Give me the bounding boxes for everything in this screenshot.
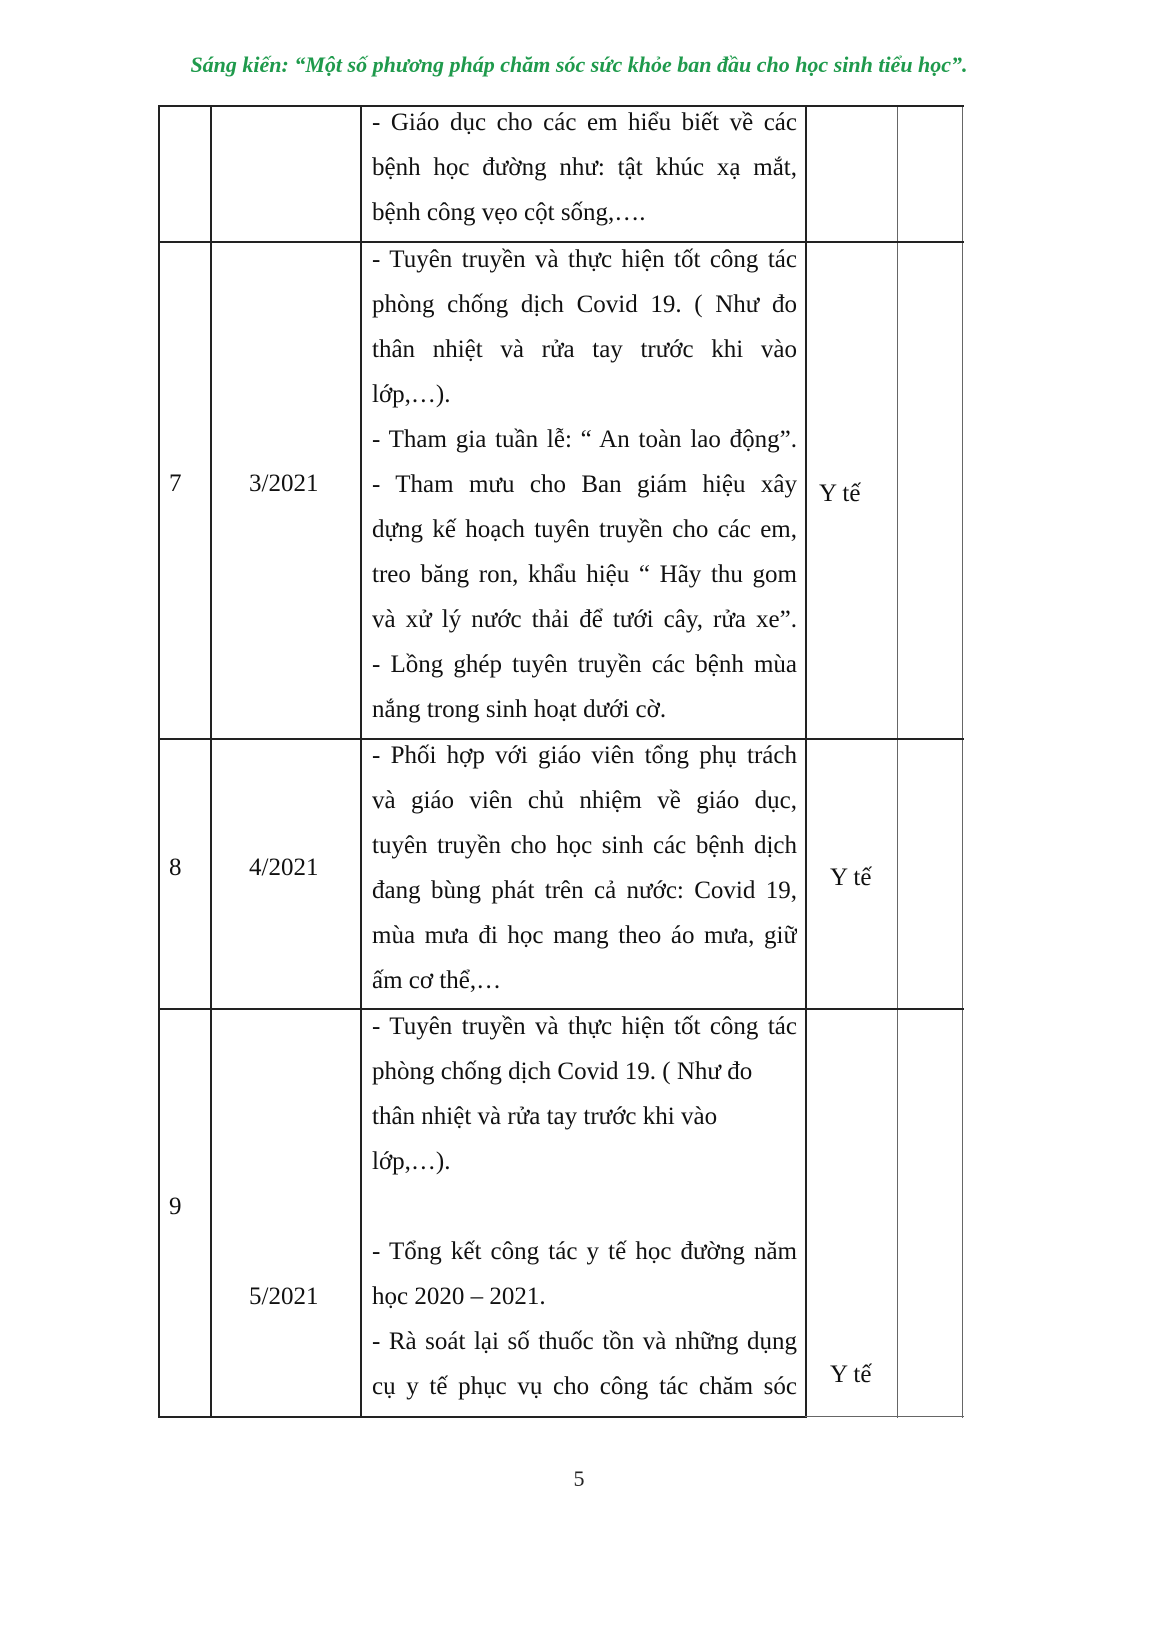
row-responsible: Y tế — [819, 480, 861, 507]
table-row-content — [372, 237, 797, 732]
content-line: ấm cơ thể,… — [372, 967, 502, 994]
content-line: lớp,…). — [372, 381, 451, 408]
content-line: bệnh công vẹo cột sống,…. — [372, 199, 646, 226]
content-line: - Rà soát lại số thuốc tồn và những dụng — [372, 1328, 797, 1355]
content-line: nắng trong sinh hoạt dưới cờ. — [372, 696, 667, 723]
content-line: tuyên truyền cho học sinh các bệnh dịch — [372, 832, 797, 859]
table-row-content — [372, 1004, 797, 1409]
row-time: 5/2021 — [249, 1283, 319, 1310]
table-border-bottom-left — [158, 1416, 807, 1418]
row-number: 7 — [169, 470, 182, 497]
table-row-content — [372, 733, 797, 1003]
content-line: - Tham gia tuần lễ: “ An toàn lao động”. — [372, 426, 797, 453]
table-divider-col-4 — [897, 105, 898, 1418]
content-line: mùa mưa đi học mang theo áo mưa, giữ — [372, 922, 797, 949]
content-line: học 2020 – 2021. — [372, 1283, 546, 1310]
content-line: thân nhiệt và rửa tay trước khi vào — [372, 336, 797, 363]
row-number: 9 — [169, 1193, 182, 1220]
table-border-right — [962, 105, 963, 1418]
content-line: và xử lý nước thải để tưới cây, rửa xe”. — [372, 606, 797, 633]
row-responsible: Y tế — [830, 1361, 872, 1388]
content-line: và giáo viên chủ nhiệm về giáo dục, — [372, 787, 797, 814]
content-line: - Giáo dục cho các em hiểu biết về các — [372, 109, 797, 136]
table-row-content — [372, 100, 797, 235]
content-line: đang bùng phát trên cả nước: Covid 19, — [372, 877, 797, 904]
content-line: phòng chống dịch Covid 19. ( Như đo — [372, 291, 797, 318]
content-line: - Tham mưu cho Ban giám hiệu xây — [372, 471, 797, 498]
content-line: cụ y tế phục vụ cho công tác chăm sóc — [372, 1373, 797, 1400]
table-divider-col-1 — [210, 105, 212, 1418]
content-line: bệnh học đường như: tật khúc xạ mắt, — [372, 154, 797, 181]
table-border-bottom-right — [805, 1416, 964, 1417]
content-line: - Lồng ghép tuyên truyền các bệnh mùa — [372, 651, 797, 678]
row-responsible: Y tế — [830, 864, 872, 891]
content-line: phòng chống dịch Covid 19. ( Như đo — [372, 1058, 753, 1085]
content-line: thân nhiệt và rửa tay trước khi vào — [372, 1103, 718, 1130]
content-line: - Tuyên truyền và thực hiện tốt công tác — [372, 1013, 797, 1040]
table-border-left — [158, 105, 160, 1418]
content-line: dựng kế hoạch tuyên truyền cho các em, — [372, 516, 797, 543]
page-number: 5 — [573, 1466, 585, 1491]
content-line: lớp,…). — [372, 1148, 451, 1175]
row-time: 4/2021 — [249, 854, 319, 881]
content-line: - Tổng kết công tác y tế học đường năm — [372, 1238, 797, 1265]
content-line: treo băng ron, khẩu hiệu “ Hãy thu gom — [372, 561, 797, 588]
content-line — [372, 1184, 797, 1229]
content-line: - Phối hợp với giáo viên tổng phụ trách — [372, 742, 797, 769]
content-line: - Tuyên truyền và thực hiện tốt công tác — [372, 246, 797, 273]
page-header: Sáng kiến: “Một số phương pháp chăm sóc sức khỏe ban đầu cho học sinh tiểu học”. — [190, 52, 968, 77]
table-divider-col-2 — [360, 105, 362, 1418]
table-divider-col-3 — [805, 105, 807, 1418]
row-time: 3/2021 — [249, 470, 319, 497]
row-number: 8 — [169, 854, 182, 881]
